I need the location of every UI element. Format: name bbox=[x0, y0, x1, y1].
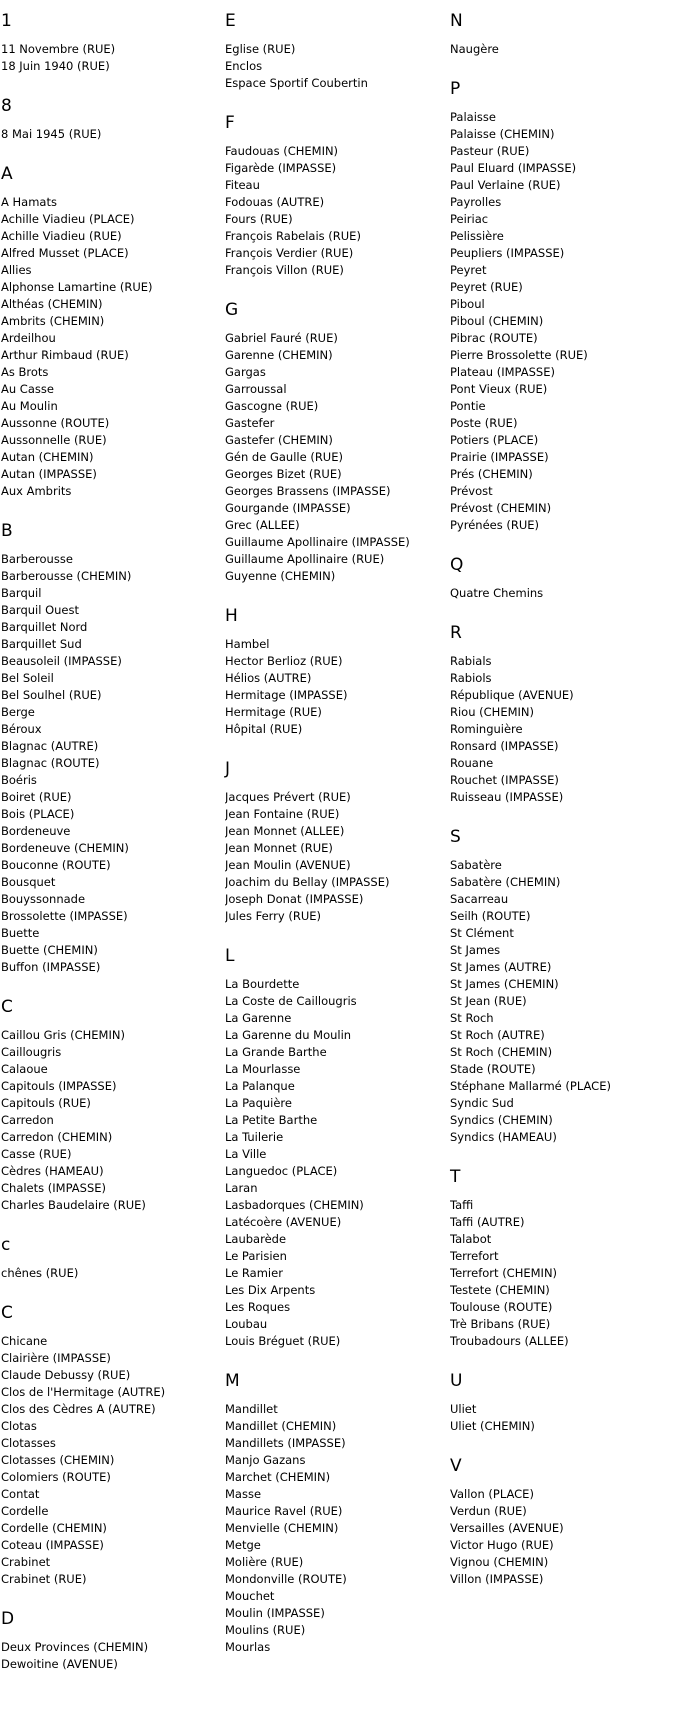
street-name: Gén de Gaulle (RUE) bbox=[225, 450, 343, 464]
street-name: Seilh (ROUTE) bbox=[450, 909, 531, 923]
street-name: Mourlas bbox=[225, 1640, 271, 1654]
street-name: Garroussal bbox=[225, 382, 287, 396]
street-name: Les Dix Arpents bbox=[225, 1283, 316, 1297]
street-name: Gastefer bbox=[225, 416, 275, 430]
street-name: Lasbadorques (CHEMIN) bbox=[225, 1198, 364, 1212]
street-name: Palaisse bbox=[450, 110, 496, 124]
street-name: Uliet bbox=[450, 1402, 477, 1416]
street-name: Verdun (RUE) bbox=[450, 1504, 527, 1518]
street-name: Terrefort bbox=[450, 1249, 499, 1263]
street-name: François Villon (RUE) bbox=[225, 263, 344, 277]
street-name: Dewoitine (AVENUE) bbox=[1, 1657, 118, 1671]
street-name: Payrolles bbox=[450, 195, 502, 209]
street-name: Ambrits (CHEMIN) bbox=[1, 314, 105, 328]
street-name: Barquillet Sud bbox=[1, 637, 82, 651]
street-name: Mandillets (IMPASSE) bbox=[225, 1436, 346, 1450]
street-name: Cordelle (CHEMIN) bbox=[1, 1521, 107, 1535]
street-name: Mandillet bbox=[225, 1402, 278, 1416]
street-name: Au Casse bbox=[1, 382, 54, 396]
street-name: Grec (ALLEE) bbox=[225, 518, 300, 532]
street-name: Ruisseau (IMPASSE) bbox=[450, 790, 564, 804]
index-column-1 bbox=[1, 10, 221, 1693]
letter-section bbox=[1, 996, 221, 1214]
street-name: Georges Brassens (IMPASSE) bbox=[225, 484, 391, 498]
street-name: Prairie (IMPASSE) bbox=[450, 450, 549, 464]
section-letter-heading: B bbox=[1, 521, 13, 541]
street-name: Cordelle bbox=[1, 1504, 49, 1518]
street-name: Sacarreau bbox=[450, 892, 509, 906]
street-name: Rominguière bbox=[450, 722, 523, 736]
street-name: Metge bbox=[225, 1538, 261, 1552]
street-name: Beausoleil (IMPASSE) bbox=[1, 654, 122, 668]
street-name: Moulins (RUE) bbox=[225, 1623, 306, 1637]
street-name: Troubadours (ALLEE) bbox=[450, 1334, 569, 1348]
street-name: Prés (CHEMIN) bbox=[450, 467, 533, 481]
street-name: La Bourdette bbox=[225, 977, 300, 991]
street-name: Guillaume Apollinaire (IMPASSE) bbox=[225, 535, 410, 549]
letter-section bbox=[450, 1370, 675, 1435]
street-name: Jacques Prévert (RUE) bbox=[225, 790, 351, 804]
street-name: Versailles (AVENUE) bbox=[450, 1521, 564, 1535]
street-name: Rouchet (IMPASSE) bbox=[450, 773, 559, 787]
street-name: Prévost (CHEMIN) bbox=[450, 501, 552, 515]
street-name: Palaisse (CHEMIN) bbox=[450, 127, 555, 141]
street-name: Achille Viadieu (PLACE) bbox=[1, 212, 135, 226]
section-letter-heading: C bbox=[1, 997, 13, 1017]
street-name: Boiret (RUE) bbox=[1, 790, 72, 804]
street-name: St Clément bbox=[450, 926, 514, 940]
street-name: Quatre Chemins bbox=[450, 586, 544, 600]
street-name: Trè Bribans (RUE) bbox=[450, 1317, 551, 1331]
letter-section bbox=[1, 10, 221, 75]
street-name: Fodouas (AUTRE) bbox=[225, 195, 325, 209]
street-name: La Petite Barthe bbox=[225, 1113, 318, 1127]
street-name: Menvielle (CHEMIN) bbox=[225, 1521, 339, 1535]
street-name: Aux Ambrits bbox=[1, 484, 72, 498]
street-name: Pelissière bbox=[450, 229, 504, 243]
street-name: Peyret bbox=[450, 263, 487, 277]
street-name: Casse (RUE) bbox=[1, 1147, 72, 1161]
street-name: Fours (RUE) bbox=[225, 212, 293, 226]
street-name: Bel Soleil bbox=[1, 671, 54, 685]
street-name: Garenne (CHEMIN) bbox=[225, 348, 333, 362]
street-name: Villon (IMPASSE) bbox=[450, 1572, 544, 1586]
street-name: La Coste de Caillougris bbox=[225, 994, 357, 1008]
street-name: Rouane bbox=[450, 756, 494, 770]
street-name: Gastefer (CHEMIN) bbox=[225, 433, 333, 447]
street-name: Hermitage (RUE) bbox=[225, 705, 322, 719]
street-name: Sabatère bbox=[450, 858, 502, 872]
street-name: Barquillet Nord bbox=[1, 620, 88, 634]
street-name: Bel Soulhel (RUE) bbox=[1, 688, 102, 702]
street-name: Jean Fontaine (RUE) bbox=[225, 807, 340, 821]
street-name: Testete (CHEMIN) bbox=[450, 1283, 550, 1297]
street-name: Piboul bbox=[450, 297, 485, 311]
street-name: Blagnac (AUTRE) bbox=[1, 739, 99, 753]
street-name: Jean Monnet (ALLEE) bbox=[225, 824, 345, 838]
street-name: Espace Sportif Coubertin bbox=[225, 76, 368, 90]
street-name: La Palanque bbox=[225, 1079, 295, 1093]
street-name: Jean Monnet (RUE) bbox=[225, 841, 333, 855]
street-name: Bouyssonnade bbox=[1, 892, 86, 906]
street-name: Molière (RUE) bbox=[225, 1555, 304, 1569]
letter-section bbox=[1, 520, 221, 976]
street-name: Ardeilhou bbox=[1, 331, 56, 345]
street-name: Paul Verlaine (RUE) bbox=[450, 178, 561, 192]
street-name: Clairière (IMPASSE) bbox=[1, 1351, 111, 1365]
street-name: Gabriel Fauré (RUE) bbox=[225, 331, 338, 345]
street-name: St James (AUTRE) bbox=[450, 960, 552, 974]
street-name: Eglise (RUE) bbox=[225, 42, 296, 56]
street-name: Guillaume Apollinaire (RUE) bbox=[225, 552, 385, 566]
letter-section bbox=[450, 622, 675, 806]
street-name: Pont Vieux (RUE) bbox=[450, 382, 548, 396]
street-name: Capitouls (RUE) bbox=[1, 1096, 91, 1110]
letter-section bbox=[225, 605, 450, 738]
street-name: Chicane bbox=[1, 1334, 48, 1348]
street-name: La Grande Barthe bbox=[225, 1045, 327, 1059]
street-name: Contat bbox=[1, 1487, 40, 1501]
letter-section bbox=[225, 299, 450, 585]
street-name: Taffi bbox=[450, 1198, 474, 1212]
street-name: Carredon bbox=[1, 1113, 54, 1127]
street-name: Toulouse (ROUTE) bbox=[450, 1300, 553, 1314]
letter-section bbox=[225, 10, 450, 92]
street-name: Louis Bréguet (RUE) bbox=[225, 1334, 341, 1348]
section-letter-heading: T bbox=[450, 1167, 461, 1187]
street-name: Potiers (PLACE) bbox=[450, 433, 539, 447]
street-name: Hélios (AUTRE) bbox=[225, 671, 312, 685]
street-name: Faudouas (CHEMIN) bbox=[225, 144, 339, 158]
street-name: Barberousse bbox=[1, 552, 73, 566]
street-name: Bouconne (ROUTE) bbox=[1, 858, 111, 872]
section-letter-heading: D bbox=[1, 1609, 15, 1629]
street-name: Gourgande (IMPASSE) bbox=[225, 501, 351, 515]
street-name: Georges Bizet (RUE) bbox=[225, 467, 342, 481]
street-name: 8 Mai 1945 (RUE) bbox=[1, 127, 102, 141]
street-name: Alfred Musset (PLACE) bbox=[1, 246, 129, 260]
index-column-2 bbox=[225, 10, 450, 1676]
letter-section bbox=[1, 1608, 221, 1673]
street-name: Berge bbox=[1, 705, 35, 719]
street-name: Cèdres (HAMEAU) bbox=[1, 1164, 104, 1178]
street-name: Brossolette (IMPASSE) bbox=[1, 909, 128, 923]
street-name: Peupliers (IMPASSE) bbox=[450, 246, 565, 260]
street-name: 11 Novembre (RUE) bbox=[1, 42, 116, 56]
street-name: Claude Debussy (RUE) bbox=[1, 1368, 131, 1382]
street-name: Masse bbox=[225, 1487, 262, 1501]
street-name: La Paquière bbox=[225, 1096, 292, 1110]
street-name: Jules Ferry (RUE) bbox=[225, 909, 322, 923]
street-name: Béroux bbox=[1, 722, 42, 736]
street-name: Pierre Brossolette (RUE) bbox=[450, 348, 588, 362]
street-name: Fiteau bbox=[225, 178, 260, 192]
street-name: Caillou Gris (CHEMIN) bbox=[1, 1028, 125, 1042]
street-name: Manjo Gazans bbox=[225, 1453, 306, 1467]
street-name: Gargas bbox=[225, 365, 266, 379]
street-name: Clotasses bbox=[1, 1436, 56, 1450]
street-name: Terrefort (CHEMIN) bbox=[450, 1266, 558, 1280]
street-name: St James (CHEMIN) bbox=[450, 977, 559, 991]
street-name: Maurice Ravel (RUE) bbox=[225, 1504, 343, 1518]
street-name: République (AVENUE) bbox=[450, 688, 574, 702]
street-name: Clotasses (CHEMIN) bbox=[1, 1453, 115, 1467]
street-name: St Roch (CHEMIN) bbox=[450, 1045, 553, 1059]
street-name: Joseph Donat (IMPASSE) bbox=[225, 892, 364, 906]
street-name: Victor Hugo (RUE) bbox=[450, 1538, 554, 1552]
street-name: Coteau (IMPASSE) bbox=[1, 1538, 104, 1552]
street-name: Stade (ROUTE) bbox=[450, 1062, 536, 1076]
section-letter-heading: N bbox=[450, 11, 463, 31]
street-name: Chalets (IMPASSE) bbox=[1, 1181, 107, 1195]
street-name: Joachim du Bellay (IMPASSE) bbox=[225, 875, 390, 889]
street-name: Calaoue bbox=[1, 1062, 48, 1076]
street-name: Poste (RUE) bbox=[450, 416, 518, 430]
street-name: Colomiers (ROUTE) bbox=[1, 1470, 111, 1484]
street-name: Buette (CHEMIN) bbox=[1, 943, 98, 957]
section-letter-heading: U bbox=[450, 1371, 463, 1391]
street-name: Bordeneuve bbox=[1, 824, 71, 838]
street-name: Blagnac (ROUTE) bbox=[1, 756, 100, 770]
street-name: Bois (PLACE) bbox=[1, 807, 75, 821]
street-name: Buette bbox=[1, 926, 40, 940]
street-name: Vignou (CHEMIN) bbox=[450, 1555, 549, 1569]
street-name: Le Parisien bbox=[225, 1249, 287, 1263]
letter-section bbox=[225, 112, 450, 279]
street-name: Ronsard (IMPASSE) bbox=[450, 739, 559, 753]
street-name: A Hamats bbox=[1, 195, 57, 209]
letter-section bbox=[225, 945, 450, 1350]
street-name: Figarède (IMPASSE) bbox=[225, 161, 337, 175]
street-name: Languedoc (PLACE) bbox=[225, 1164, 338, 1178]
street-name: Hambel bbox=[225, 637, 270, 651]
street-name: Moulin (IMPASSE) bbox=[225, 1606, 325, 1620]
street-name: Laran bbox=[225, 1181, 258, 1195]
section-letter-heading: V bbox=[450, 1456, 462, 1476]
letter-section bbox=[225, 758, 450, 925]
letter-section bbox=[450, 78, 675, 534]
street-name: Barquil Ouest bbox=[1, 603, 80, 617]
street-name: St James bbox=[450, 943, 501, 957]
street-name: Deux Provinces (CHEMIN) bbox=[1, 1640, 149, 1654]
street-name: Mouchet bbox=[225, 1589, 275, 1603]
section-letter-heading: L bbox=[225, 946, 235, 966]
street-name: Jean Moulin (AVENUE) bbox=[225, 858, 351, 872]
street-name: Sabatère (CHEMIN) bbox=[450, 875, 561, 889]
street-name: Syndics (CHEMIN) bbox=[450, 1113, 553, 1127]
letter-section bbox=[1, 163, 221, 500]
street-name: Autan (IMPASSE) bbox=[1, 467, 97, 481]
street-name: La Tuilerie bbox=[225, 1130, 284, 1144]
street-name: Hôpital (RUE) bbox=[225, 722, 303, 736]
street-name: Loubau bbox=[225, 1317, 268, 1331]
street-name: Crabinet (RUE) bbox=[1, 1572, 87, 1586]
street-name: Barquil bbox=[1, 586, 42, 600]
street-name: Le Ramier bbox=[225, 1266, 283, 1280]
letter-section bbox=[450, 826, 675, 1146]
street-name: Guyenne (CHEMIN) bbox=[225, 569, 336, 583]
section-letter-heading: c bbox=[1, 1235, 11, 1255]
street-name: Syndics (HAMEAU) bbox=[450, 1130, 557, 1144]
street-name: Aussonne (ROUTE) bbox=[1, 416, 110, 430]
street-name: Clos de l'Hermitage (AUTRE) bbox=[1, 1385, 166, 1399]
street-name: Marchet (CHEMIN) bbox=[225, 1470, 331, 1484]
street-name: Carredon (CHEMIN) bbox=[1, 1130, 113, 1144]
letter-section bbox=[450, 1455, 675, 1588]
street-name: Charles Baudelaire (RUE) bbox=[1, 1198, 146, 1212]
section-letter-heading: 1 bbox=[1, 11, 12, 31]
section-letter-heading: C bbox=[1, 1303, 13, 1323]
section-letter-heading: A bbox=[1, 164, 13, 184]
street-name: Paul Eluard (IMPASSE) bbox=[450, 161, 577, 175]
street-name: chênes (RUE) bbox=[1, 1266, 79, 1280]
letter-section bbox=[225, 1370, 450, 1656]
street-name: Peiriac bbox=[450, 212, 489, 226]
street-name: Plateau (IMPASSE) bbox=[450, 365, 555, 379]
street-name: Aussonnelle (RUE) bbox=[1, 433, 107, 447]
street-name: Gascogne (RUE) bbox=[225, 399, 319, 413]
street-name: Bordeneuve (CHEMIN) bbox=[1, 841, 129, 855]
street-name: Latécoère (AVENUE) bbox=[225, 1215, 342, 1229]
street-name: François Verdier (RUE) bbox=[225, 246, 354, 260]
street-name: Prévost bbox=[450, 484, 493, 498]
street-name: Caillougris bbox=[1, 1045, 62, 1059]
letter-section bbox=[1, 95, 221, 143]
street-name: Laubarède bbox=[225, 1232, 287, 1246]
street-name: Naugère bbox=[450, 42, 499, 56]
street-name: Hector Berlioz (RUE) bbox=[225, 654, 343, 668]
street-name: Capitouls (IMPASSE) bbox=[1, 1079, 117, 1093]
street-name: Arthur Rimbaud (RUE) bbox=[1, 348, 129, 362]
street-name: Buffon (IMPASSE) bbox=[1, 960, 101, 974]
street-name: Syndic Sud bbox=[450, 1096, 514, 1110]
street-name: Boéris bbox=[1, 773, 37, 787]
letter-section bbox=[450, 1166, 675, 1350]
section-letter-heading: Q bbox=[450, 555, 464, 575]
street-name: Pontie bbox=[450, 399, 486, 413]
street-name: Rabials bbox=[450, 654, 492, 668]
street-name: La Garenne bbox=[225, 1011, 292, 1025]
street-name: Autan (CHEMIN) bbox=[1, 450, 94, 464]
street-name: Crabinet bbox=[1, 1555, 51, 1569]
street-name: As Brots bbox=[1, 365, 49, 379]
street-name: La Ville bbox=[225, 1147, 267, 1161]
index-column-3 bbox=[450, 10, 675, 1608]
section-letter-heading: R bbox=[450, 623, 462, 643]
street-name: Pibrac (ROUTE) bbox=[450, 331, 538, 345]
section-letter-heading: S bbox=[450, 827, 461, 847]
street-name: Taffi (AUTRE) bbox=[450, 1215, 525, 1229]
street-name: Bousquet bbox=[1, 875, 56, 889]
street-name: St Jean (RUE) bbox=[450, 994, 527, 1008]
street-name: Pyrénées (RUE) bbox=[450, 518, 540, 532]
street-name: Talabot bbox=[450, 1232, 492, 1246]
street-name: Mandillet (CHEMIN) bbox=[225, 1419, 337, 1433]
street-name: La Garenne du Moulin bbox=[225, 1028, 352, 1042]
street-name: Piboul (CHEMIN) bbox=[450, 314, 544, 328]
section-letter-heading: E bbox=[225, 11, 236, 31]
street-name: Clos des Cèdres A (AUTRE) bbox=[1, 1402, 156, 1416]
section-letter-heading: H bbox=[225, 606, 238, 626]
street-name: Au Moulin bbox=[1, 399, 58, 413]
street-name: Vallon (PLACE) bbox=[450, 1487, 534, 1501]
street-name: St Roch bbox=[450, 1011, 494, 1025]
section-letter-heading: F bbox=[225, 113, 235, 133]
street-name: La Mourlasse bbox=[225, 1062, 301, 1076]
street-name: Uliet (CHEMIN) bbox=[450, 1419, 535, 1433]
section-letter-heading: 8 bbox=[1, 96, 12, 116]
street-name: Clotas bbox=[1, 1419, 37, 1433]
street-name: Riou (CHEMIN) bbox=[450, 705, 534, 719]
letter-section bbox=[1, 1302, 221, 1588]
street-name: 18 Juin 1940 (RUE) bbox=[1, 59, 110, 73]
street-name: Althéas (CHEMIN) bbox=[1, 297, 103, 311]
letter-section bbox=[450, 554, 675, 602]
street-name: Barberousse (CHEMIN) bbox=[1, 569, 132, 583]
street-name: Pasteur (RUE) bbox=[450, 144, 530, 158]
street-name: Peyret (RUE) bbox=[450, 280, 523, 294]
street-name: Les Roques bbox=[225, 1300, 291, 1314]
section-letter-heading: P bbox=[450, 79, 461, 99]
section-letter-heading: G bbox=[225, 300, 239, 320]
section-letter-heading: M bbox=[225, 1371, 240, 1391]
street-name: Allies bbox=[1, 263, 32, 277]
street-name: Mondonville (ROUTE) bbox=[225, 1572, 347, 1586]
street-name: St Roch (AUTRE) bbox=[450, 1028, 545, 1042]
street-name: Rabiols bbox=[450, 671, 492, 685]
section-letter-heading: J bbox=[225, 759, 231, 779]
letter-section bbox=[1, 1234, 221, 1282]
street-name: Enclos bbox=[225, 59, 263, 73]
street-name: Hermitage (IMPASSE) bbox=[225, 688, 348, 702]
street-name: Achille Viadieu (RUE) bbox=[1, 229, 122, 243]
letter-section bbox=[450, 10, 675, 58]
street-name: Stéphane Mallarmé (PLACE) bbox=[450, 1079, 611, 1093]
street-name: Alphonse Lamartine (RUE) bbox=[1, 280, 153, 294]
street-name: François Rabelais (RUE) bbox=[225, 229, 361, 243]
